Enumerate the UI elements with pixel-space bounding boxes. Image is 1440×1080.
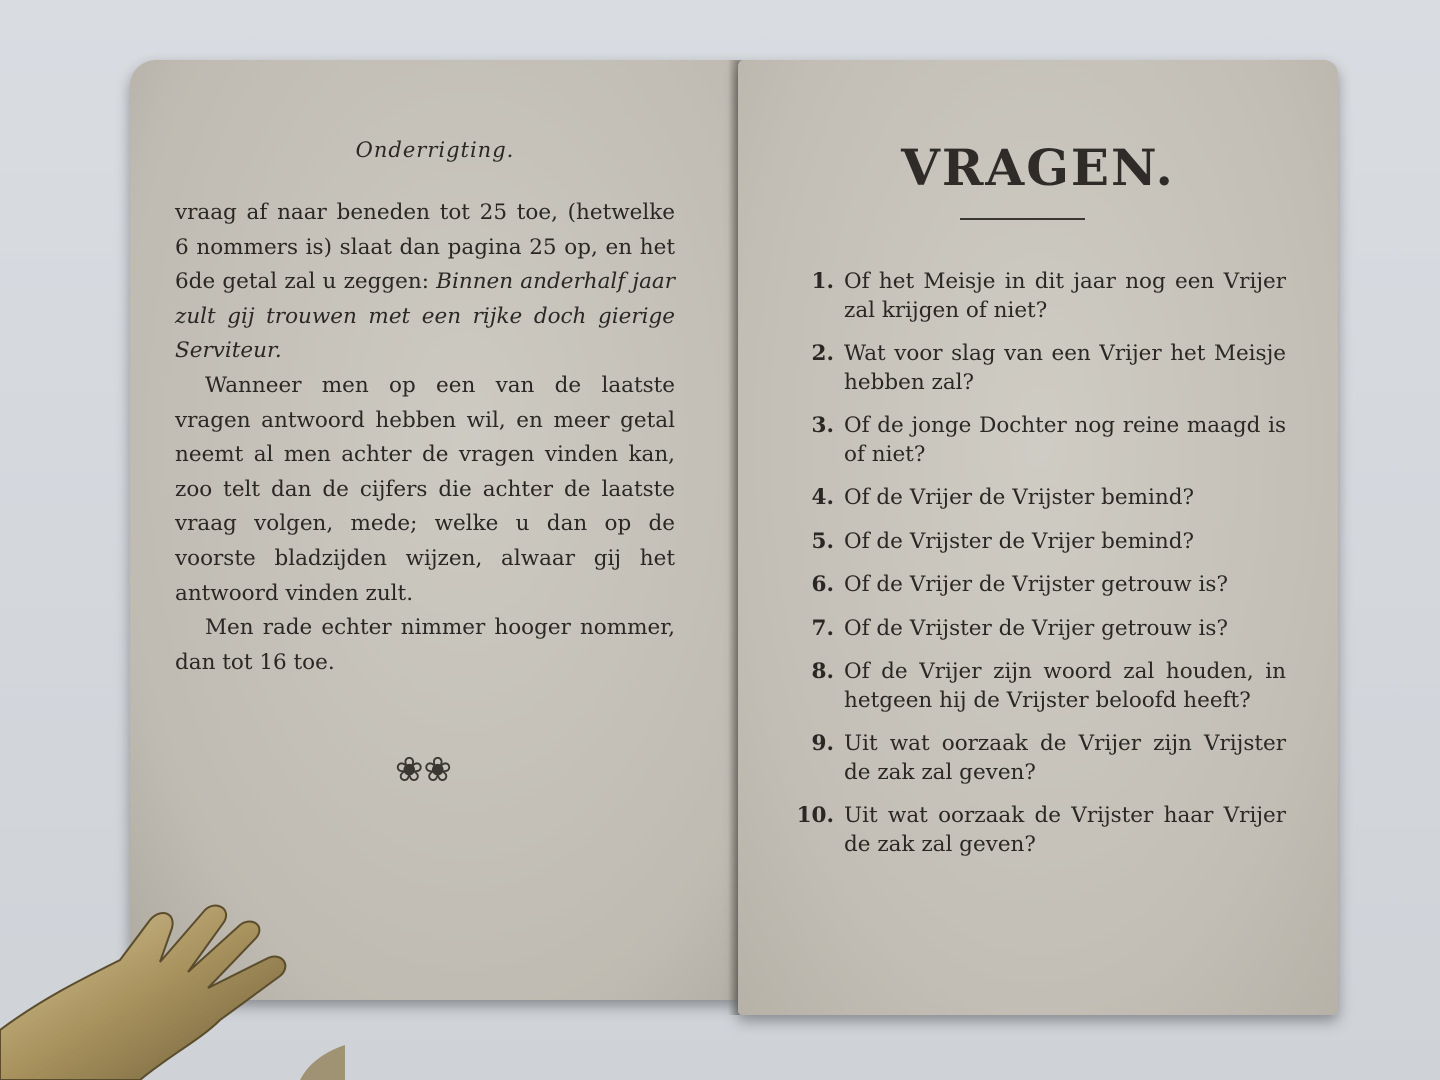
question-text: Wat voor slag van een Vrijer het Meisje hebben zal? bbox=[844, 341, 1286, 395]
question-text: Of de Vrijer de Vrijster bemind? bbox=[844, 485, 1194, 510]
question-text: Of het Meisje in dit jaar nog een Vrijer zal krijgen of niet? bbox=[844, 269, 1286, 323]
list-item bbox=[796, 658, 1286, 715]
list-item bbox=[796, 571, 1286, 600]
list-item bbox=[796, 268, 1286, 325]
running-head: Onderrigting. bbox=[355, 138, 515, 162]
question-list bbox=[796, 268, 1286, 874]
question-number: 10. bbox=[796, 803, 834, 828]
list-item bbox=[796, 802, 1286, 859]
paragraph-1-italic: Binnen anderhalf jaar zult gij trouwen met een rijke doch gierige Serviteur. bbox=[175, 269, 675, 364]
question-number: 9. bbox=[811, 731, 834, 756]
question-text: Of de Vrijster de Vrijer bemind? bbox=[844, 528, 1194, 554]
page-title: VRAGEN. bbox=[901, 138, 1175, 197]
list-item bbox=[796, 615, 1286, 644]
question-number: 4. bbox=[811, 485, 834, 510]
left-page-text bbox=[175, 196, 675, 680]
paragraph-1-text: vraag af naar beneden tot 25 toe, (hetwelke 6 nommers is) slaat dan pagina 25 op, en het 6de getal zal u zeggen: bbox=[175, 200, 675, 295]
question-number: 6. bbox=[811, 572, 834, 597]
list-item bbox=[796, 412, 1286, 469]
question-number: 7. bbox=[811, 615, 834, 641]
question-number: 8. bbox=[811, 659, 834, 684]
question-number: 1. bbox=[811, 269, 834, 294]
paragraph-1 bbox=[175, 196, 675, 369]
question-number: 2. bbox=[811, 341, 834, 366]
list-item bbox=[796, 340, 1286, 397]
paragraph-3: Men rade echter nimmer hooger nommer, dan tot 16 toe. bbox=[175, 615, 675, 675]
brass-hand-bookmark-icon bbox=[0, 880, 360, 1080]
question-text: Of de jonge Dochter nog reine maagd is of niet? bbox=[844, 413, 1286, 467]
question-text: Of de Vrijster de Vrijer getrouw is? bbox=[844, 615, 1228, 641]
paragraph-2: Wanneer men op een van de laatste vragen antwoord hebben wil, en meer getal neemt al men achter de vragen vinden kan, zoo telt dan de cijfers die achter de laatste vraag volgen, mede; welke u dan op de voorste bladzijden wijzen, alwaar gij het antwoord vinden zult. bbox=[175, 372, 675, 606]
question-number: 5. bbox=[811, 528, 834, 554]
right-page bbox=[738, 60, 1338, 1015]
list-item bbox=[796, 730, 1286, 787]
question-text: Of de Vrijer zijn woord zal houden, in hetgeen hij de Vrijster beloofd heeft? bbox=[844, 659, 1286, 713]
question-text: Uit wat oorzaak de Vrijer zijn Vrijster de zak zal geven? bbox=[844, 731, 1286, 785]
floral-ornament: ❀❀ bbox=[395, 750, 452, 790]
question-number: 3. bbox=[811, 413, 834, 438]
title-rule bbox=[960, 218, 1085, 220]
left-page bbox=[130, 60, 740, 1000]
question-text: Uit wat oorzaak de Vrijster haar Vrijer de zak zal geven? bbox=[844, 803, 1286, 857]
list-item bbox=[796, 484, 1286, 513]
list-item bbox=[796, 528, 1286, 557]
question-text: Of de Vrijer de Vrijster getrouw is? bbox=[844, 572, 1228, 597]
